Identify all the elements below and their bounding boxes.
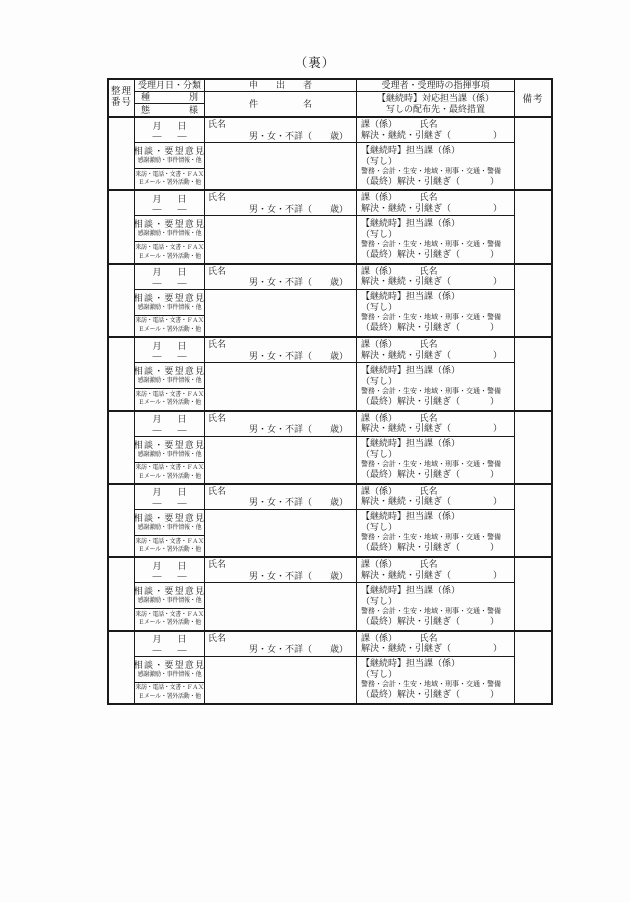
kind-main-options: 相談・要望意見 [133, 439, 206, 450]
kind-cell [135, 437, 204, 463]
month-blank-line: ― [152, 497, 162, 508]
resolution-close-paren: ） [492, 496, 502, 507]
continuation-cell [357, 583, 514, 629]
copy-line: （写し） [361, 449, 398, 459]
receiver-column [357, 118, 515, 189]
month-label: 月 [152, 340, 162, 351]
receiver-column [357, 265, 515, 336]
kind-sub-options: 感謝激励・事件情報・他 [137, 598, 202, 605]
record-block [109, 632, 551, 703]
division-options-line: 警務・会計・生安・地域・刑事・交通・警備 [361, 460, 501, 468]
record-block [109, 412, 551, 485]
aspect-label-left: 態 [141, 104, 151, 115]
day-blank-line: ― [177, 571, 187, 582]
copy-line: （写し） [361, 595, 398, 606]
final-options: （最終）解決・引継ぎ（ [361, 175, 461, 186]
kind-main-options: 相談・要望意見 [133, 659, 206, 670]
continuation-dept-line: 【継続時】担当課（係） [361, 511, 461, 522]
month-blank-line: ― [152, 424, 162, 435]
receiver-dept-line: 課（係） 氏名 [361, 632, 438, 643]
day-blank-line: ― [177, 424, 187, 435]
final-options: （最終）解決・引継ぎ（ [361, 689, 461, 700]
serial-number-cell [109, 265, 135, 336]
resolution-line [361, 276, 514, 287]
aspect-cell [135, 242, 204, 262]
serial-number-cell [109, 338, 135, 409]
resolution-options: 解決・継続・引継ぎ（ [361, 569, 452, 580]
date-grid [152, 559, 186, 582]
header-date-classification: 受理月日・分類 [135, 80, 204, 92]
applicant-column [205, 191, 357, 262]
aspect-cell [135, 389, 204, 409]
continuation-dept-line: 【継続時】担当課（係） [361, 144, 461, 155]
resolution-line [361, 130, 514, 141]
division-options-line: 警務・会計・生安・地域・刑事・交通・警備 [361, 239, 501, 248]
subject-cell [205, 363, 356, 409]
name-label: 氏名 [208, 339, 227, 350]
receiver-cell [357, 412, 514, 437]
applicant-column [205, 338, 357, 409]
classification-column [135, 485, 205, 556]
gender-age-line: 男・女・不詳（ 歳） [248, 497, 348, 508]
resolution-line [361, 570, 514, 581]
resolution-close-paren: ） [492, 349, 502, 360]
month-label: 月 [152, 634, 162, 645]
receiver-dept-line: 課（係） 氏名 [361, 485, 438, 496]
resolution-options: 解決・継続・引継ぎ（ [361, 276, 452, 287]
division-options-line: 警務・会計・生安・地域・刑事・交通・警備 [361, 386, 501, 395]
aspect-options-line1: 来訪・電話・文書・ＦＡＸ [135, 391, 204, 398]
header-receiver-column [357, 80, 515, 116]
final-close-paren: ） [489, 395, 499, 406]
final-options: （最終）解決・引継ぎ（ [361, 469, 461, 479]
receiver-cell [357, 118, 514, 143]
resolution-options: 解決・継続・引継ぎ（ [361, 349, 452, 360]
kind-cell [135, 510, 204, 536]
continuation-header-line1: 【継続時】対応担当課（係） [376, 93, 494, 103]
kind-main-options: 相談・要望意見 [133, 512, 206, 523]
resolution-close-paren: ） [492, 423, 502, 433]
aspect-options-line1: 来訪・電話・文書・ＦＡＸ [135, 245, 204, 252]
serial-label-line1: 整理 [110, 87, 132, 97]
name-label: 氏名 [208, 485, 227, 496]
aspect-label-right: 様 [188, 104, 198, 115]
continuation-cell [357, 657, 514, 703]
kind-sub-options: 感謝激励・事件情報・他 [137, 158, 202, 164]
gender-age-line: 男・女・不詳（ 歳） [248, 203, 348, 214]
kind-label-left: 種 [141, 92, 151, 102]
month-blank-line: ― [152, 131, 162, 141]
resolution-close-paren: ） [492, 276, 502, 287]
receiver-dept-line: 課（係） 氏名 [361, 119, 438, 129]
serial-number-cell [109, 118, 135, 189]
resolution-close-paren: ） [492, 129, 502, 140]
applicant-column [205, 265, 357, 336]
month-blank-line: ― [152, 644, 162, 655]
aspect-options-line2: Ｅメール・署外活動・他 [138, 693, 201, 700]
final-disposition-line [361, 396, 514, 407]
day-blank-line: ― [177, 497, 187, 508]
final-disposition-line [361, 542, 514, 553]
aspect-options-line2: Ｅメール・署外活動・他 [138, 620, 201, 627]
name-label: 氏名 [208, 412, 227, 423]
gender-age-line: 男・女・不詳（ 歳） [248, 644, 348, 655]
receiver-column [357, 338, 515, 409]
aspect-cell [135, 169, 204, 189]
final-disposition-line [361, 616, 514, 627]
aspect-cell [135, 683, 204, 703]
serial-number-cell [109, 191, 135, 262]
date-grid [152, 632, 186, 655]
receiver-dept-line: 課（係） 氏名 [361, 412, 438, 423]
day-blank-line: ― [177, 204, 187, 215]
remarks-cell [515, 632, 551, 703]
receiver-cell [357, 191, 514, 216]
continuation-cell [357, 216, 514, 262]
day-blank-line: ― [177, 644, 187, 655]
header-applicant-column [205, 80, 357, 116]
final-close-paren: ） [489, 469, 499, 479]
applicant-name-cell [205, 558, 356, 583]
date-grid [152, 339, 186, 362]
final-options: （最終）解決・引継ぎ（ [361, 615, 461, 626]
aspect-options-line2: Ｅメール・署外活動・他 [138, 180, 201, 187]
header-serial-number [109, 80, 135, 116]
subject-cell [205, 216, 356, 262]
final-close-paren: ） [489, 615, 499, 626]
kind-sub-options: 感謝激励・事件情報・他 [137, 304, 202, 311]
header-applicant: 申 出 者 [205, 80, 356, 92]
record-block [109, 191, 551, 264]
subject-cell [205, 143, 356, 189]
table-body [109, 118, 551, 703]
division-options-line: 警務・会計・生安・地域・刑事・交通・警備 [361, 606, 501, 615]
kind-sub-options: 感謝激励・事件情報・他 [137, 524, 202, 531]
remarks-cell [515, 338, 551, 409]
header-remarks: 備考 [522, 95, 544, 105]
aspect-options-line1: 来訪・電話・文書・ＦＡＸ [135, 685, 204, 692]
day-blank-line: ― [177, 277, 187, 288]
receiver-cell [357, 558, 514, 583]
aspect-options-line2: Ｅメール・署外活動・他 [138, 547, 201, 554]
remarks-cell [515, 485, 551, 556]
date-cell [135, 485, 204, 510]
kind-main-options: 相談・要望意見 [133, 292, 206, 303]
gender-age-line: 男・女・不詳（ 歳） [248, 350, 348, 361]
kind-sub-options: 感謝激励・事件情報・他 [137, 671, 202, 678]
receiver-cell [357, 485, 514, 510]
continuation-dept-line: 【継続時】担当課（係） [361, 584, 461, 595]
remarks-cell [515, 265, 551, 336]
date-grid [152, 485, 186, 508]
division-options-line: 警務・会計・生安・地域・刑事・交通・警備 [361, 166, 501, 175]
resolution-line [361, 496, 514, 507]
kind-cell [135, 657, 204, 683]
applicant-name-cell [205, 338, 356, 363]
continuation-dept-line: 【継続時】担当課（係） [361, 438, 461, 448]
copy-line: （写し） [361, 302, 398, 313]
day-label: 日 [177, 414, 187, 424]
final-close-paren: ） [489, 689, 499, 700]
resolution-options: 解決・継続・引継ぎ（ [361, 643, 452, 654]
day-label: 日 [177, 193, 187, 204]
kind-main-options: 相談・要望意見 [133, 219, 206, 230]
continuation-cell [357, 290, 514, 336]
receiver-dept-line: 課（係） 氏名 [361, 559, 438, 570]
kind-cell [135, 290, 204, 316]
resolution-options: 解決・継続・引継ぎ（ [361, 496, 452, 507]
record-block [109, 118, 551, 191]
record-block [109, 485, 551, 558]
page-title: （裏） [294, 56, 336, 70]
resolution-options: 解決・継続・引継ぎ（ [361, 423, 452, 433]
remarks-cell [515, 118, 551, 189]
applicant-column [205, 485, 357, 556]
reception-form-table [107, 78, 553, 705]
continuation-header-line2: 写しの配布先・最終措置 [385, 104, 485, 114]
division-options-line: 警務・会計・生安・地域・刑事・交通・警備 [361, 313, 501, 322]
continuation-dept-line: 【継続時】担当課（係） [361, 658, 461, 669]
name-label: 氏名 [208, 559, 227, 570]
date-grid [152, 192, 186, 215]
kind-cell [135, 143, 204, 169]
applicant-column [205, 632, 357, 703]
gender-age-line: 男・女・不詳（ 歳） [248, 130, 348, 141]
continuation-cell [357, 510, 514, 556]
date-grid [152, 119, 186, 142]
month-label: 月 [152, 193, 162, 204]
receiver-dept-line: 課（係） 氏名 [361, 339, 438, 350]
day-label: 日 [177, 267, 187, 278]
kind-label-right: 別 [188, 92, 198, 102]
division-options-line: 警務・会計・生安・地域・刑事・交通・警備 [361, 680, 501, 689]
month-blank-line: ― [152, 277, 162, 288]
date-cell [135, 412, 204, 437]
month-label: 月 [152, 414, 162, 424]
name-label: 氏名 [208, 265, 227, 276]
receiver-column [357, 632, 515, 703]
day-label: 日 [177, 340, 187, 351]
aspect-options-line2: Ｅメール・署外活動・他 [138, 473, 201, 480]
resolution-options: 解決・継続・引継ぎ（ [361, 202, 452, 213]
classification-column [135, 191, 205, 262]
kind-sub-options: 感謝激励・事件情報・他 [137, 451, 202, 458]
month-label: 月 [152, 487, 162, 498]
aspect-options-line1: 来訪・電話・文書・ＦＡＸ [135, 318, 204, 325]
month-label: 月 [152, 120, 162, 131]
applicant-column [205, 412, 357, 483]
resolution-options: 解決・継続・引継ぎ（ [361, 129, 452, 140]
remarks-cell [515, 558, 551, 629]
final-close-paren: ） [489, 542, 499, 553]
month-blank-line: ― [152, 204, 162, 215]
receiver-column [357, 412, 515, 483]
serial-label-line2: 番号 [110, 98, 132, 108]
applicant-column [205, 118, 357, 189]
continuation-cell [357, 143, 514, 189]
receiver-cell [357, 632, 514, 657]
header-receiver-directive: 受理者・受理時の指揮事項 [357, 80, 514, 92]
gender-age-line: 男・女・不詳（ 歳） [248, 424, 348, 434]
continuation-cell [357, 437, 514, 483]
continuation-dept-line: 【継続時】担当課（係） [361, 364, 461, 375]
date-cell [135, 338, 204, 363]
copy-line: （写し） [361, 522, 398, 533]
final-disposition-line [361, 249, 514, 260]
applicant-name-cell [205, 412, 356, 437]
record-block [109, 558, 551, 631]
month-blank-line: ― [152, 351, 162, 362]
copy-line: （写し） [361, 375, 398, 386]
division-options-line: 警務・会計・生安・地域・刑事・交通・警備 [361, 533, 501, 542]
applicant-name-cell [205, 191, 356, 216]
date-cell [135, 191, 204, 216]
final-options: （最終）解決・引継ぎ（ [361, 322, 461, 333]
aspect-cell [135, 463, 204, 483]
serial-number-cell [109, 632, 135, 703]
resolution-close-paren: ） [492, 643, 502, 654]
kind-cell [135, 216, 204, 242]
classification-column [135, 412, 205, 483]
aspect-options-line2: Ｅメール・署外活動・他 [138, 253, 201, 260]
date-grid [152, 265, 186, 288]
final-disposition-line [361, 322, 514, 333]
resolution-line [361, 423, 514, 434]
aspect-options-line1: 来訪・電話・文書・ＦＡＸ [135, 171, 204, 178]
name-label: 氏名 [208, 632, 227, 643]
final-disposition-line [361, 469, 514, 480]
day-label: 日 [177, 120, 187, 131]
applicant-column [205, 558, 357, 629]
aspect-options-line1: 来訪・電話・文書・ＦＡＸ [135, 465, 204, 472]
classification-column [135, 265, 205, 336]
gender-age-line: 男・女・不詳（ 歳） [248, 277, 348, 288]
aspect-options-line1: 来訪・電話・文書・ＦＡＸ [135, 611, 204, 618]
applicant-name-cell [205, 265, 356, 290]
receiver-column [357, 485, 515, 556]
kind-cell [135, 583, 204, 609]
subject-cell [205, 437, 356, 483]
continuation-dept-line: 【継続時】担当課（係） [361, 291, 461, 302]
kind-cell [135, 363, 204, 389]
day-label: 日 [177, 487, 187, 498]
header-classification-column [135, 80, 205, 116]
aspect-options-line1: 来訪・電話・文書・ＦＡＸ [135, 538, 204, 545]
aspect-cell [135, 316, 204, 336]
receiver-column [357, 191, 515, 262]
kind-main-options: 相談・要望意見 [133, 146, 206, 156]
header-kind [135, 92, 204, 104]
receiver-dept-line: 課（係） 氏名 [361, 192, 438, 203]
serial-number-cell [109, 412, 135, 483]
resolution-line [361, 643, 514, 654]
final-options: （最終）解決・引継ぎ（ [361, 542, 461, 553]
day-blank-line: ― [177, 351, 187, 362]
month-blank-line: ― [152, 571, 162, 582]
final-close-paren: ） [489, 175, 499, 186]
remarks-cell [515, 191, 551, 262]
kind-main-options: 相談・要望意見 [133, 366, 206, 377]
kind-sub-options: 感謝激励・事件情報・他 [137, 231, 202, 238]
resolution-line [361, 203, 514, 214]
date-cell [135, 118, 204, 143]
gender-age-line: 男・女・不詳（ 歳） [248, 570, 348, 581]
subject-cell [205, 583, 356, 629]
copy-line: （写し） [361, 228, 398, 239]
applicant-name-cell [205, 632, 356, 657]
kind-sub-options: 感謝激励・事件情報・他 [137, 378, 202, 385]
day-label: 日 [177, 560, 187, 571]
classification-column [135, 338, 205, 409]
final-close-paren: ） [489, 322, 499, 333]
date-grid [152, 412, 186, 435]
final-close-paren: ） [489, 248, 499, 259]
header-aspect [135, 104, 204, 116]
aspect-options-line2: Ｅメール・署外活動・他 [138, 326, 201, 333]
continuation-cell [357, 363, 514, 409]
date-cell [135, 558, 204, 583]
receiver-dept-line: 課（係） 氏名 [361, 265, 438, 276]
serial-number-cell [109, 558, 135, 629]
kind-main-options: 相談・要望意見 [133, 586, 206, 597]
continuation-dept-line: 【継続時】担当課（係） [361, 217, 461, 228]
date-cell [135, 632, 204, 657]
copy-line: （写し） [361, 669, 398, 680]
receiver-column [357, 558, 515, 629]
final-options: （最終）解決・引継ぎ（ [361, 248, 461, 259]
name-label: 氏名 [208, 119, 227, 129]
name-label: 氏名 [208, 192, 227, 203]
record-block [109, 265, 551, 338]
final-disposition-line [361, 689, 514, 700]
subject-cell [205, 290, 356, 336]
resolution-line [361, 350, 514, 361]
subject-cell [205, 510, 356, 556]
final-disposition-line [361, 176, 514, 187]
classification-column [135, 118, 205, 189]
final-options: （最終）解決・引継ぎ（ [361, 395, 461, 406]
resolution-close-paren: ） [492, 569, 502, 580]
day-label: 日 [177, 634, 187, 645]
record-block [109, 338, 551, 411]
table-header [109, 80, 551, 118]
month-label: 月 [152, 267, 162, 278]
serial-number-cell [109, 485, 135, 556]
date-cell [135, 265, 204, 290]
header-continuation [357, 92, 514, 116]
header-subject: 件 名 [248, 98, 312, 109]
classification-column [135, 558, 205, 629]
resolution-close-paren: ） [492, 202, 502, 213]
aspect-cell [135, 536, 204, 556]
aspect-options-line2: Ｅメール・署外活動・他 [138, 400, 201, 407]
applicant-name-cell [205, 485, 356, 510]
month-label: 月 [152, 560, 162, 571]
applicant-name-cell [205, 118, 356, 143]
remarks-cell [515, 412, 551, 483]
receiver-cell [357, 265, 514, 290]
copy-line: （写し） [361, 155, 398, 166]
classification-column [135, 632, 205, 703]
aspect-cell [135, 609, 204, 629]
subject-cell [205, 657, 356, 703]
day-blank-line: ― [177, 131, 187, 141]
receiver-cell [357, 338, 514, 363]
